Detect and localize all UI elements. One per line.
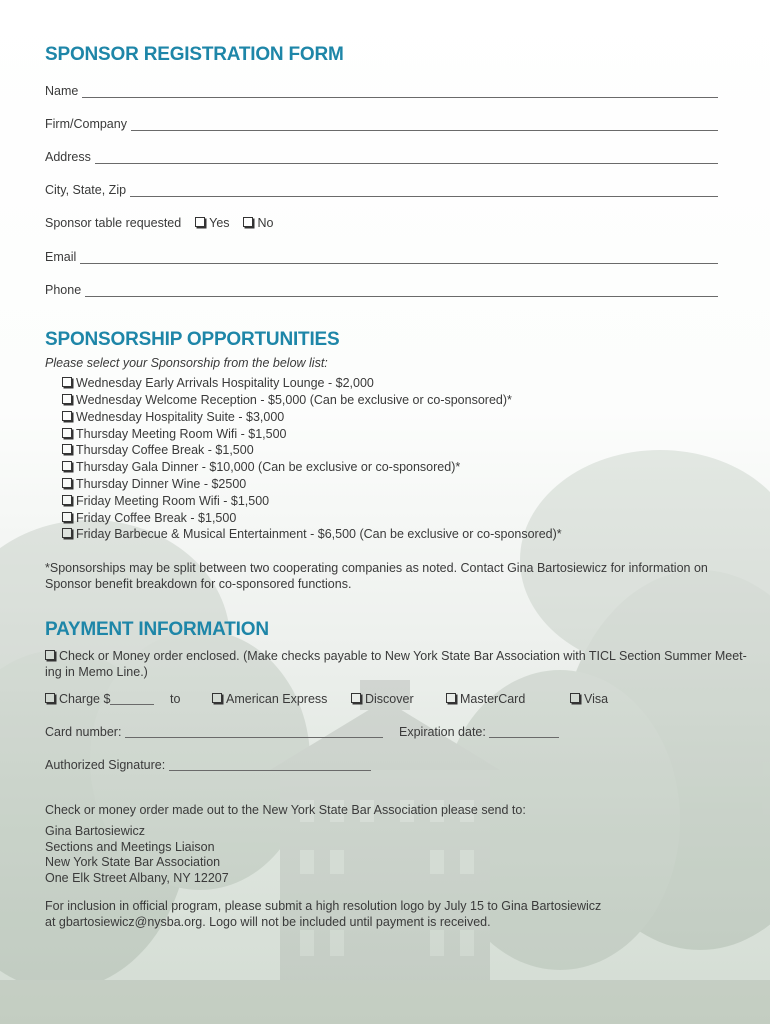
logo-note-line2: at gbartosiewicz@nysba.org. Logo will not be included until payment is received. [45,915,491,929]
co-sponsor-note-line1: *Sponsorships may be split between two cooperating companies as noted. Contact Gina Bartosiewicz for information on [45,561,708,575]
sponsorship-option[interactable] [62,493,269,509]
phone-label: Phone [45,283,82,297]
discover-label: Discover [365,692,414,706]
name-field[interactable] [45,82,718,98]
visa-option[interactable] [570,692,608,706]
logo-note-line1: For inclusion in official program, please submit a high resolution logo by July 15 to Gina Bartosiewicz [45,899,602,913]
signature-line[interactable] [169,758,371,771]
option-checkbox[interactable] [62,478,72,488]
email-label: Email [45,250,77,264]
send-to-intro: Check or money order made out to the New York State Bar Association please send to: [45,803,526,817]
signature-row[interactable] [45,757,371,773]
name-label: Name [45,84,79,98]
phone-input-line[interactable] [85,284,718,297]
mastercard-label: MasterCard [460,692,526,706]
option-checkbox[interactable] [62,512,72,522]
option-label: Friday Barbecue & Musical Entertainment - $6,500 (Can be exclusive or co-sponsored)* [76,527,562,541]
opportunities-title: SPONSORSHIP OPPORTUNITIES [45,329,340,350]
sponsorship-option[interactable] [62,426,287,442]
email-field[interactable] [45,248,718,264]
firm-input-line[interactable] [131,118,718,131]
option-checkbox[interactable] [62,411,72,421]
sponsorship-option[interactable] [62,476,246,492]
check-checkbox[interactable] [45,650,55,660]
firm-label: Firm/Company [45,117,127,131]
sponsorship-option[interactable] [62,392,512,408]
signature-label: Authorized Signature: [45,758,166,772]
option-label: Thursday Dinner Wine - $2500 [76,477,247,491]
expiration-line[interactable] [489,725,559,738]
opportunities-instruction: Please select your Sponsorship from the below list: [45,356,328,370]
option-label: Friday Meeting Room Wifi - $1,500 [76,494,270,508]
address-input-line[interactable] [95,151,718,164]
yes-checkbox[interactable] [195,217,205,227]
card-number-line[interactable] [125,725,383,738]
sponsor-table-label: Sponsor table requested [45,216,182,230]
option-label: Thursday Gala Dinner - $10,000 (Can be exclusive or co-sponsored)* [76,460,461,474]
charge-option[interactable] [45,692,154,706]
amex-label: American Express [226,692,328,706]
visa-checkbox[interactable] [570,693,580,703]
option-label: Wednesday Hospitality Suite - $3,000 [76,410,285,424]
option-label: Wednesday Early Arrivals Hospitality Lounge - $2,000 [76,376,374,390]
charge-amount-line[interactable] [110,692,154,705]
charge-checkbox[interactable] [45,693,55,703]
mail-address-line: One Elk Street Albany, NY 12207 [45,871,229,885]
city-state-zip-field[interactable] [45,181,718,197]
option-checkbox[interactable] [62,461,72,471]
mastercard-option[interactable] [446,692,525,706]
mail-address-line: Gina Bartosiewicz [45,824,146,838]
check-text-line1: Check or Money order enclosed. (Make checks payable to New York State Bar Association with TICL Section Summer Meet- [59,649,747,663]
check-text-line2: ing in Memo Line.) [45,665,148,679]
expiration-row[interactable] [399,724,559,740]
sponsorship-option[interactable] [62,526,562,542]
option-checkbox[interactable] [62,528,72,538]
sponsorship-option[interactable] [62,375,374,391]
yes-label: Yes [209,216,230,230]
sponsorship-option[interactable] [62,409,284,425]
option-checkbox[interactable] [62,394,72,404]
registration-title: SPONSOR REGISTRATION FORM [45,44,344,65]
mail-address-line: New York State Bar Association [45,855,221,869]
sponsorship-option[interactable] [62,510,236,526]
city-state-zip-label: City, State, Zip [45,183,127,197]
visa-label: Visa [584,692,609,706]
co-sponsor-note-line2: Sponsor benefit breakdown for co-sponsored functions. [45,577,352,591]
city-state-zip-input-line[interactable] [130,184,718,197]
payment-title: PAYMENT INFORMATION [45,619,269,640]
firm-field[interactable] [45,115,718,131]
sponsorship-option[interactable] [62,442,254,458]
card-number-row[interactable] [45,724,383,740]
name-input-line[interactable] [82,85,718,98]
card-number-label: Card number: [45,725,122,739]
email-input-line[interactable] [80,251,718,264]
mail-address-line: Sections and Meetings Liaison [45,840,215,854]
sponsor-table-row [45,215,273,231]
option-label: Thursday Meeting Room Wifi - $1,500 [76,427,287,441]
phone-field[interactable] [45,281,718,297]
amex-checkbox[interactable] [212,693,222,703]
option-label: Friday Coffee Break - $1,500 [76,511,237,525]
option-label: Thursday Coffee Break - $1,500 [76,443,254,457]
option-checkbox[interactable] [62,444,72,454]
no-label: No [257,216,274,230]
expiration-label: Expiration date: [399,725,486,739]
option-checkbox[interactable] [62,495,72,505]
amex-option[interactable] [212,692,327,706]
address-label: Address [45,150,91,164]
option-checkbox[interactable] [62,377,72,387]
sponsorship-option[interactable] [62,459,460,475]
charge-label: Charge $ [59,692,111,706]
no-checkbox[interactable] [243,217,253,227]
check-option-row[interactable] [45,648,747,664]
option-checkbox[interactable] [62,428,72,438]
discover-option[interactable] [351,692,414,706]
to-label: to [170,692,181,706]
mastercard-checkbox[interactable] [446,693,456,703]
discover-checkbox[interactable] [351,693,361,703]
address-field[interactable] [45,148,718,164]
option-label: Wednesday Welcome Reception - $5,000 (Can be exclusive or co-sponsored)* [76,393,512,407]
